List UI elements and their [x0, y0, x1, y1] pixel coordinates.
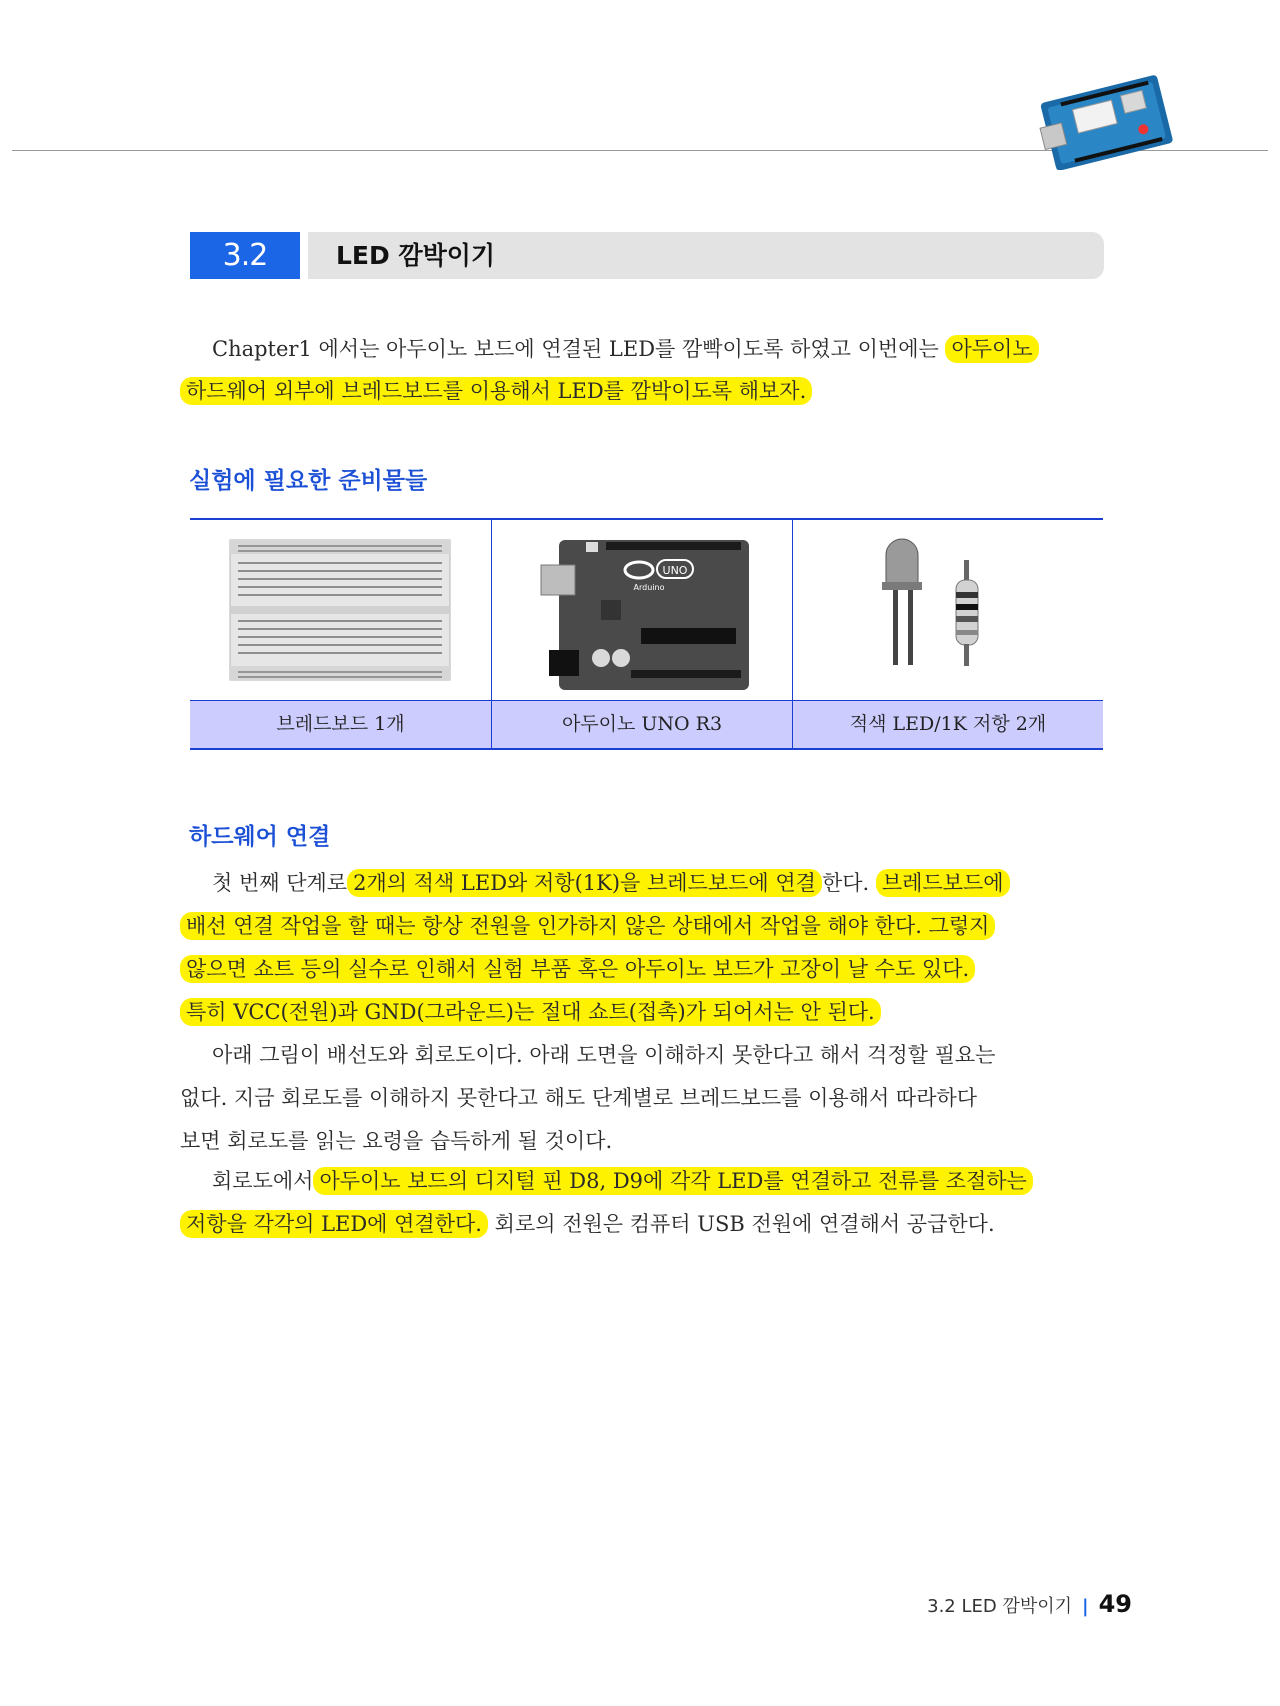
paragraph-line [212, 868, 1010, 898]
intro-line-2 [180, 376, 812, 406]
section-number: 3.2 [190, 232, 300, 279]
highlighted-text: 아두이노 보드의 디지털 핀 D8, D9에 각각 LED를 연결하고 전류를 조절하는 [313, 1167, 1032, 1195]
intro-text: Chapter1 에서는 아두이노 보드에 연결된 LED를 깜빡이도록 하였고 이번에는 [212, 337, 939, 361]
paragraph-line: 보면 회로도를 읽는 요령을 습득하게 될 것이다. [180, 1129, 613, 1153]
highlighted-text: 배선 연결 작업을 할 때는 항상 전원을 인가하지 않은 상태에서 작업을 해야 한다. 그렇지 [180, 912, 995, 940]
table-label-breadboard: 브레드보드 1개 [190, 701, 491, 748]
paragraph-line [180, 1209, 995, 1239]
paragraph-line [180, 911, 995, 941]
materials-heading: 실험에 필요한 준비물들 [189, 468, 428, 494]
intro-line-1 [212, 334, 1039, 364]
board-subtext: Arduino [633, 583, 665, 592]
footer-separator: | [1082, 1596, 1089, 1617]
paragraph-line [212, 1166, 1033, 1196]
materials-table [190, 518, 1103, 750]
arduino-shield-corner-icon [1036, 70, 1176, 170]
section-heading [190, 232, 1104, 279]
highlighted-text: 않으면 쇼트 등의 실수로 인해서 실험 부품 혹은 아두이노 보드가 고장이 날 수도 있다. [180, 955, 975, 983]
table-label-led-resistor: 적색 LED/1K 저항 2개 [793, 701, 1103, 748]
paragraph-line [180, 954, 975, 984]
paragraph-line: 아래 그림이 배선도와 회로도이다. 아래 도면을 이해하지 못한다고 해서 걱정할 필요는 [212, 1043, 996, 1067]
arduino-uno-icon [491, 520, 792, 700]
board-text: UNO [662, 564, 688, 577]
highlighted-text: 저항을 각각의 LED에 연결한다. [180, 1210, 488, 1238]
highlighted-text: 브레드보드에 [876, 869, 1010, 897]
page-number: 49 [1098, 1590, 1132, 1618]
paragraph-line: 없다. 지금 회로도를 이해하지 못한다고 해도 단계별로 브레드보드를 이용해서 따라하다 [180, 1086, 978, 1110]
paragraph-line [180, 997, 881, 1027]
footer-section-ref: 3.2 LED 깜박이기 [927, 1596, 1073, 1617]
body-text: 첫 번째 단계로 [212, 871, 348, 895]
breadboard-icon [190, 520, 491, 700]
hardware-heading: 하드웨어 연결 [189, 824, 331, 850]
highlighted-text: 특히 VCC(전원)과 GND(그라운드)는 절대 쇼트(접촉)가 되어서는 안 된다. [180, 998, 881, 1026]
table-cell-image [190, 520, 491, 700]
highlighted-text: 아두이노 [945, 335, 1038, 363]
page-footer [927, 1590, 1132, 1618]
table-rule-bottom [190, 748, 1103, 750]
body-text: 한다. [821, 871, 870, 895]
highlighted-text: 2개의 적색 LED와 저항(1K)을 브레드보드에 연결 [347, 869, 822, 897]
led-resistor-icon [792, 520, 1103, 700]
table-cell-image [491, 520, 792, 700]
section-title: LED 깜박이기 [308, 232, 1104, 279]
body-text: 회로의 전원은 컴퓨터 USB 전원에 연결해서 공급한다. [494, 1212, 995, 1236]
table-cell-image [792, 520, 1103, 700]
body-text: 회로도에서 [212, 1169, 314, 1193]
highlighted-text: 하드웨어 외부에 브레드보드를 이용해서 LED를 깜박이도록 해보자. [180, 377, 812, 405]
table-label-arduino: 아두이노 UNO R3 [492, 701, 792, 748]
